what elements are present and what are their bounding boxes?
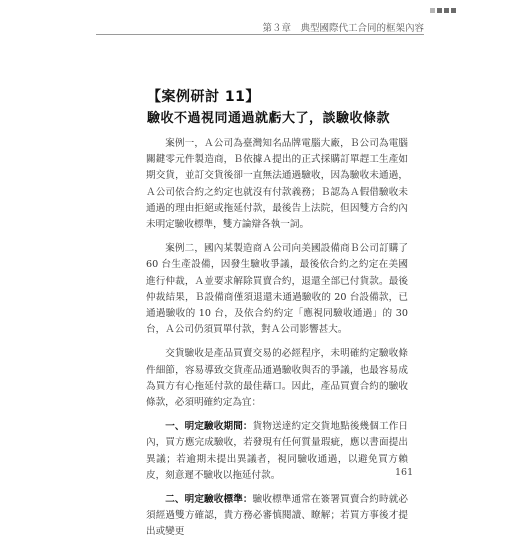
corner-squares-ornament (430, 8, 456, 13)
page-number: 161 (395, 467, 414, 478)
paragraph-analysis (146, 346, 408, 411)
body-text (146, 136, 408, 549)
header-rule (96, 34, 424, 35)
paragraph-text: 案例一，Ａ公司為臺灣知名品牌電腦大廠，Ｂ公司為電腦關鍵零元件製造商，Ｂ依據Ａ提出的正式採購訂單趕工生產如期交貨，並訂交貨後卻一直無法通過驗收，因為驗收未通過，Ａ公司依合約之約定也就沒有付款義務；Ｂ認為Ａ假借驗收未通過的理由拒絕或拖延付款，最後告上法院，但因雙方合約內未明定驗收標準，雙方論辯各執一詞。 (146, 138, 408, 231)
paragraph-text: 案例二，國內某製造商Ａ公司向美國設備商Ｂ公司訂購了 60 台生產設備，因發生驗收爭議，最後依合約之約定在美國進行仲裁，Ａ並要求解除買賣合約，退還全部已付貨款。最後仲裁結果，Ｂ設備商僅須退還未通過驗收的 20 台設備款，已通過驗收的 10 台，及依合約約定「應視同驗收通過」的 30 台，Ａ公司仍須買單付款，對Ａ公司影響甚大。 (146, 243, 408, 336)
point-heading: 一、明定驗收期間： (165, 421, 253, 433)
paragraph-text: 驗收標準通常在簽署買賣合約時就必須經過雙方確認，貴方務必審慎閱讀、瞭解；若買方事後才提出或變更 (146, 494, 409, 538)
case-study-subtitle: 驗收不過視同通過就虧大了，談驗收條款 (147, 111, 391, 126)
paragraph-text: 交貨驗收是產品買賣交易的必經程序，未明確約定驗收條件細節，容易導致交貨產品通過驗收與否的爭議，也最容易成為買方有心拖延付款的最佳藉口。因此，產品買賣合約的驗收條款，必須明確約定為宜： (146, 348, 408, 409)
paragraph-case-two (146, 241, 408, 338)
point-heading: 二、明定驗收標準： (165, 494, 253, 506)
case-study-title: 【案例研討 11】 (147, 89, 260, 105)
running-header: 第３章 典型國際代工合同的框架內容 (262, 23, 424, 34)
paragraph-text: 貨物送達約定交貨地點後幾個工作日內，買方應完成驗收，若發現有任何質量瑕疵，應以書面提出異議；若逾期未提出異議者，視同驗收通過，以避免買方賴皮，刻意遲不驗收以拖延付款。 (146, 421, 409, 481)
paragraph-point-one (146, 419, 408, 484)
paragraph-point-two (146, 492, 408, 541)
paragraph-case-one (146, 136, 408, 233)
